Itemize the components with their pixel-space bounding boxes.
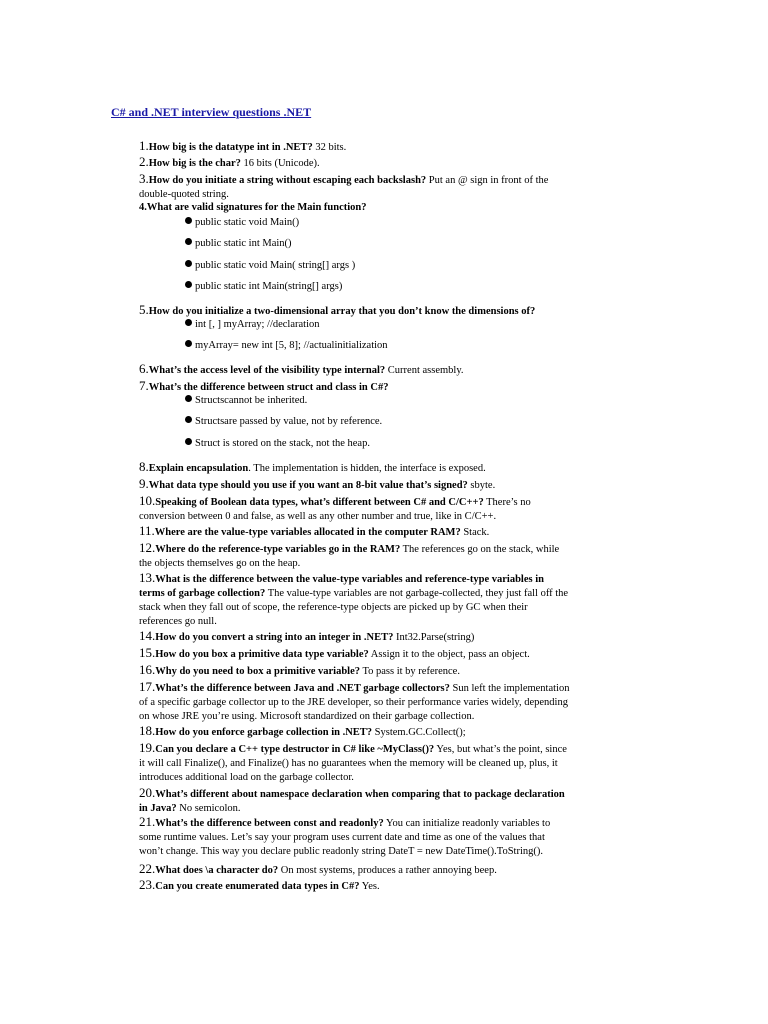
question-text: What does \a character do? <box>155 865 279 876</box>
bullet-icon <box>185 416 192 423</box>
answer-text-cont: won’t change. This way you declare public readonly string DateT = new DateTime().ToString(). <box>139 846 543 857</box>
question-text: What is the difference between the value-type variables and reference-type variables in <box>155 574 544 585</box>
list-item: public static int Main() <box>185 237 292 251</box>
answer-text-cont: of a specific garbage collector up to the JRE developer, so their performance varies widely, depending <box>139 697 568 708</box>
question-text: How do you box a primitive data type variable? <box>155 649 369 660</box>
question-text: What are valid signatures for the Main function? <box>146 202 367 213</box>
answer-text: On most systems, produces a rather annoying beep. <box>278 865 497 876</box>
question-text-cont: terms of garbage collection? <box>139 588 266 599</box>
question-2 <box>139 155 639 171</box>
question-number: 1. <box>139 138 149 153</box>
answer-text: You can initialize readonly variables to <box>383 818 551 829</box>
list-item: public static void Main( string[] args ) <box>185 259 355 273</box>
question-text: Explain encapsulation <box>148 463 249 474</box>
bullet-icon <box>185 319 192 326</box>
question-number: 13. <box>139 570 156 585</box>
answer-text: There’s no <box>483 497 531 508</box>
question-4 <box>139 201 639 215</box>
answer-text-cont: double-quoted string. <box>139 189 229 200</box>
answer-text: Int32.Parse(string) <box>393 632 475 643</box>
question-text: How do you enforce garbage collection in .NET? <box>155 727 373 738</box>
question-text: How big is the char? <box>148 158 241 169</box>
question-3 <box>139 172 639 202</box>
question-number: 8. <box>139 459 149 474</box>
answer-text-cont: stack when they fall out of scope, the reference-type objects are picked up by GC when their <box>139 602 528 613</box>
answer-text: Yes. <box>359 881 380 892</box>
question-16 <box>139 663 639 679</box>
answer-text: . The implementation is hidden, the interface is exposed. <box>248 463 486 474</box>
answer-text-cont: references go null. <box>139 616 217 627</box>
question-number: 16. <box>139 662 156 677</box>
answer-text: Stack. <box>460 527 490 538</box>
question-text: Can you create enumerated data types in C#? <box>155 881 360 892</box>
bullet-icon <box>185 260 192 267</box>
answer-text: The value-type variables are not garbage-collected, they just fall off the <box>265 588 569 599</box>
answer-text: sbyte. <box>467 480 496 491</box>
list-item: Structsare passed by value, not by reference. <box>185 415 382 429</box>
question-number: 17. <box>139 679 156 694</box>
question-13 <box>139 571 639 629</box>
question-18 <box>139 724 639 740</box>
question-text: What’s the access level of the visibility type internal? <box>148 365 386 376</box>
question-15 <box>139 646 639 662</box>
question-text: Where are the value-type variables allocated in the computer RAM? <box>154 527 461 538</box>
answer-text: The references go on the stack, while <box>400 544 560 555</box>
question-11 <box>139 524 639 540</box>
question-number: 23. <box>139 877 156 892</box>
bullet-icon <box>185 238 192 245</box>
list-item: Struct is stored on the stack, not the heap. <box>185 437 370 451</box>
page-title[interactable]: C# and .NET interview questions .NET <box>111 105 312 119</box>
question-text: Why do you need to box a primitive variable? <box>155 666 361 677</box>
question-number: 20. <box>139 785 156 800</box>
question-text: What’s the difference between struct and class in C#? <box>148 382 389 393</box>
answer-text-cont: it will call Finalize(), and Finalize() has no guarantees when the memory will be cleaned up, plus, it <box>139 758 558 769</box>
bullet-icon <box>185 395 192 402</box>
question-text: What’s the difference between Java and .NET garbage collectors? <box>155 683 450 694</box>
question-text: What’s the difference between const and readonly? <box>155 818 384 829</box>
question-17 <box>139 680 639 724</box>
list-item: public static void Main() <box>185 216 299 230</box>
answer-text-cont: on whose JRE you’re using. Microsoft standardized on their garbage collection. <box>139 711 475 722</box>
answer-text: System.GC.Collect(); <box>372 727 466 738</box>
question-7 <box>139 379 639 395</box>
bullet-icon <box>185 340 192 347</box>
question-5 <box>139 303 639 319</box>
answer-text: Yes, but what’s the point, since <box>434 744 567 755</box>
question-14 <box>139 629 639 645</box>
question-number: 19. <box>139 740 156 755</box>
question-text: How do you initialize a two-dimensional array that you don’t know the dimensions of? <box>148 306 536 317</box>
question-text: How big is the datatype int in .NET? <box>148 142 313 153</box>
answer-text: 16 bits (Unicode). <box>240 158 320 169</box>
answer-text-cont: conversion between 0 and false, as well as any other number and true, like in C/C++. <box>139 511 497 522</box>
question-number: 4. <box>139 202 147 213</box>
bullet-icon <box>185 281 192 288</box>
question-number: 10. <box>139 493 156 508</box>
question-10 <box>139 494 639 524</box>
question-text: How do you convert a string into an integer in .NET? <box>155 632 394 643</box>
question-number: 7. <box>139 378 149 393</box>
question-number: 6. <box>139 361 149 376</box>
question-22 <box>139 862 639 878</box>
question-number: 5. <box>139 302 149 317</box>
question-text: What’s different about namespace declaration when comparing that to package declaration <box>155 789 565 800</box>
question-19 <box>139 741 639 785</box>
question-number: 3. <box>139 171 149 186</box>
question-1 <box>139 139 639 155</box>
question-number: 12. <box>139 540 156 555</box>
question-number: 18. <box>139 723 156 738</box>
list-item: public static int Main(string[] args) <box>185 280 342 294</box>
bullet-icon <box>185 217 192 224</box>
question-number: 14. <box>139 628 156 643</box>
list-item: int [, ] myArray; //declaration <box>185 318 320 332</box>
question-number: 22. <box>139 861 156 876</box>
question-number: 11. <box>139 523 155 538</box>
question-20 <box>139 786 639 816</box>
answer-text: No semicolon. <box>176 803 241 814</box>
answer-text-cont: some runtime values. Let’s say your program uses current date and time as one of the values that <box>139 832 545 843</box>
question-number: 9. <box>139 476 149 491</box>
answer-text-cont: the objects themselves go on the heap. <box>139 558 301 569</box>
answer-text-cont: introduces additional load on the garbage collector. <box>139 772 354 783</box>
question-text: Speaking of Boolean data types, what’s different between C# and C/C++? <box>155 497 484 508</box>
question-number: 15. <box>139 645 156 660</box>
question-text: What data type should you use if you want an 8-bit value that’s signed? <box>148 480 468 491</box>
question-text: Can you declare a C++ type destructor in C# like ~MyClass()? <box>155 744 435 755</box>
question-number: 21. <box>139 814 156 829</box>
question-number: 2. <box>139 154 149 169</box>
question-6 <box>139 362 639 378</box>
question-9 <box>139 477 639 493</box>
bullet-icon <box>185 438 192 445</box>
list-item: myArray= new int [5, 8]; //actualinitialization <box>185 339 388 353</box>
answer-text: Put an @ sign in front of the <box>426 175 549 186</box>
answer-text: Assign it to the object, pass an object. <box>368 649 530 660</box>
question-text-cont: in Java? <box>139 803 177 814</box>
question-text: How do you initiate a string without escaping each backslash? <box>148 175 427 186</box>
answer-text: Sun left the implementation <box>449 683 570 694</box>
question-text: Where do the reference-type variables go in the RAM? <box>155 544 401 555</box>
answer-text: 32 bits. <box>312 142 347 153</box>
answer-text: To pass it by reference. <box>360 666 460 677</box>
question-8 <box>139 460 639 476</box>
question-23 <box>139 878 639 894</box>
answer-text: Current assembly. <box>385 365 464 376</box>
list-item: Structscannot be inherited. <box>185 394 307 408</box>
question-21 <box>139 815 639 859</box>
question-12 <box>139 541 639 571</box>
